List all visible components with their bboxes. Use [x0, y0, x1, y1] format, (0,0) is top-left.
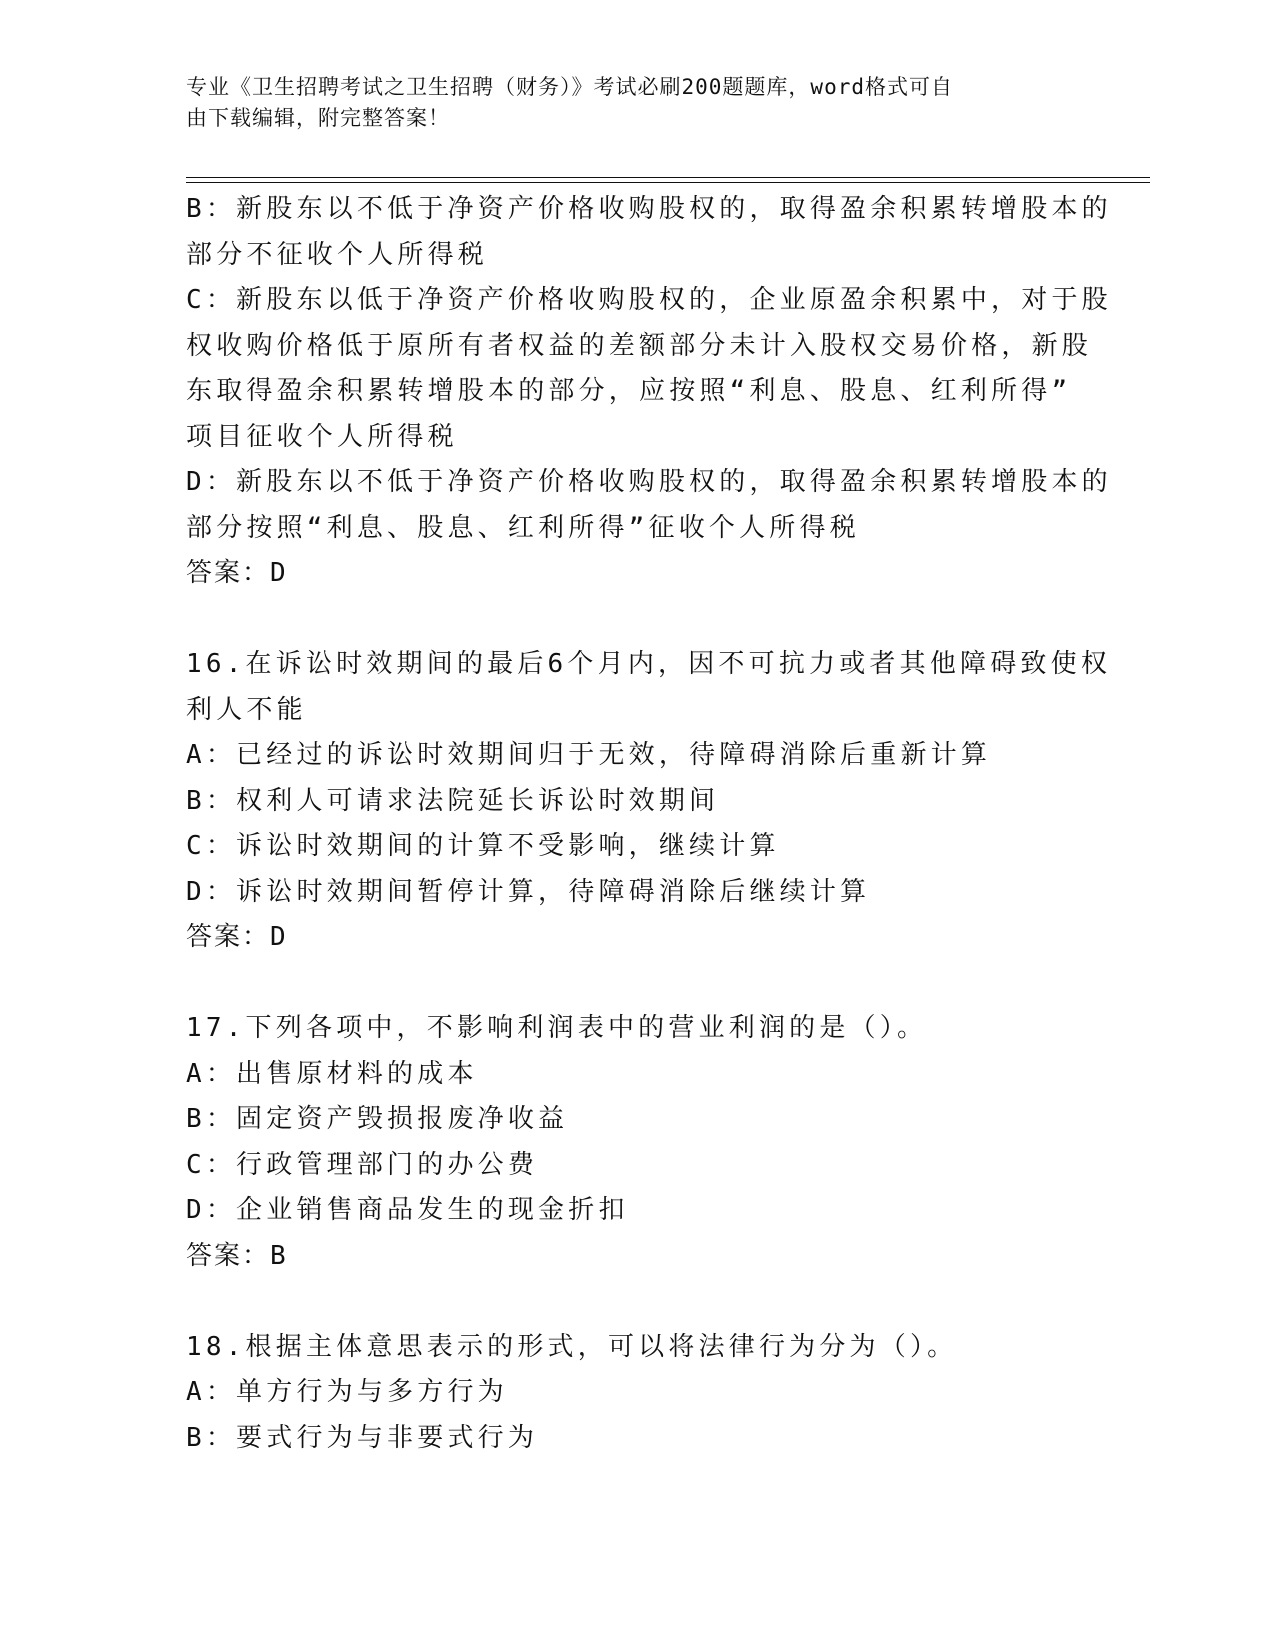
spacer: [186, 1279, 1086, 1325]
document-header: [186, 72, 1066, 134]
option-b-line-1: B：新股东以不低于净资产价格收购股权的，取得盈余积累转增股本的: [186, 194, 1112, 224]
question-16-option-d: D：诉讼时效期间暂停计算，待障碍消除后继续计算: [186, 876, 871, 907]
question-17: [186, 1006, 1086, 1279]
question-18-stem: 18.根据主体意思表示的形式，可以将法律行为分为（）。: [186, 1331, 958, 1362]
question-16-stem-line-2: 利人不能: [186, 694, 307, 725]
question-15-options: [186, 187, 1112, 597]
question-18: [186, 1325, 1086, 1462]
question-17-option-a: A：出售原材料的成本: [186, 1058, 478, 1089]
header-rule-top: [186, 177, 1150, 178]
question-18-option-a: A：单方行为与多方行为: [186, 1377, 508, 1407]
option-d-line-1: D：新股东以不低于净资产价格收购股权的，取得盈余积累转增股本的: [186, 467, 1112, 497]
header-line-2: 由下载编辑，附完整答案！: [186, 106, 450, 130]
answer-17: 答案：B: [186, 1240, 288, 1271]
option-c-line-2: 权收购价格低于原所有者权益的差额部分未计入股权交易价格，新股: [186, 330, 1093, 361]
question-16-option-b: B：权利人可请求法院延长诉讼时效期间: [186, 785, 720, 816]
document-body: [186, 187, 1112, 1461]
option-c-line-4: 项目征收个人所得税: [186, 421, 458, 452]
question-16-option-a: A：已经过的诉讼时效期间归于无效，待障碍消除后重新计算: [186, 740, 992, 770]
question-17-option-c: C：行政管理部门的办公费: [186, 1149, 539, 1180]
spacer: [186, 597, 1086, 643]
option-c-line-3: 东取得盈余积累转增股本的部分，应按照“利息、股息、红利所得”: [186, 376, 1072, 406]
spacer: [186, 961, 1086, 1007]
header-rule-bottom: [186, 182, 1150, 183]
question-16-option-c: C：诉讼时效期间的计算不受影响，继续计算: [186, 831, 780, 861]
question-16: [186, 642, 1112, 961]
option-c-line-1: C：新股东以低于净资产价格收购股权的，企业原盈余积累中，对于股: [186, 285, 1112, 315]
option-d-line-2: 部分按照“利息、股息、红利所得”征收个人所得税: [186, 512, 860, 543]
question-17-stem: 17.下列各项中，不影响利润表中的营业利润的是（）。: [186, 1013, 928, 1043]
question-18-option-b: B：要式行为与非要式行为: [186, 1422, 539, 1453]
question-16-stem-line-1: 16.在诉讼时效期间的最后6个月内，因不可抗力或者其他障碍致使权: [186, 649, 1112, 679]
answer-16: 答案：D: [186, 922, 288, 952]
header-line-1: 专业《卫生招聘考试之卫生招聘（财务）》考试必刷200题题库，word格式可自: [186, 75, 953, 99]
question-17-option-d: D：企业销售商品发生的现金折扣: [186, 1195, 629, 1225]
answer-15: 答案：D: [186, 558, 288, 588]
option-b-line-2: 部分不征收个人所得税: [186, 239, 489, 270]
question-17-option-b: B：固定资产毁损报废净收益: [186, 1104, 569, 1134]
